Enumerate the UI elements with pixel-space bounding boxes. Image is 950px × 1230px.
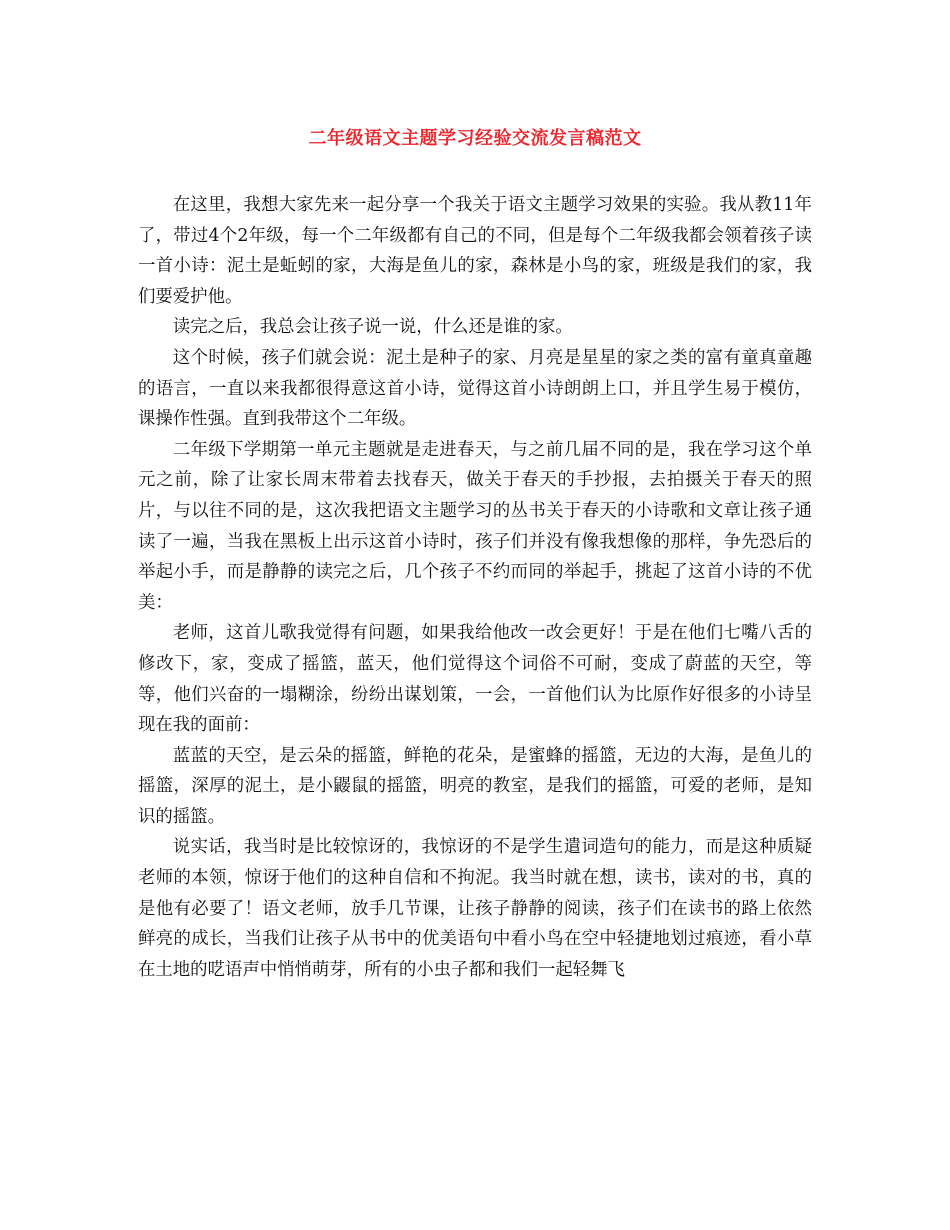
paragraph-5: 老师，这首儿歌我觉得有问题，如果我给他改一改会更好！于是在他们七嘴八舌的修改下，家，变成了摇篮，蓝天，他们觉得这个词俗不可耐，变成了蔚蓝的天空，等等，他们兴奋的一塌糊涂，纷纷出谋划策，一会，一首他们认为比原作好很多的小诗呈现在我的面前： bbox=[138, 623, 812, 736]
paragraph-6: 蓝蓝的天空，是云朵的摇篮，鲜艳的花朵，是蜜蜂的摇篮，无边的大海，是鱼儿的摇篮，深厚的泥土，是小鼹鼠的摇篮，明亮的教室，是我们的摇篮，可爱的老师，是知识的摇篮。 bbox=[138, 745, 812, 827]
paragraph-1: 在这里，我想大家先来一起分享一个我关于语文主题学习效果的实验。我从教11年了，带过4个2年级，每一个二年级都有自己的不同，但是每个二年级我都会领着孩子读一首小诗：泥土是蚯蚓的家，大海是鱼儿的家，森林是小鸟的家，班级是我们的家，我们要爱护他。 bbox=[138, 195, 812, 307]
paragraph-3: 这个时候，孩子们就会说：泥土是种子的家、月亮是星星的家之类的富有童真童趣的语言，一直以来我都很得意这首小诗，觉得这首小诗朗朗上口，并且学生易于模仿，课操作性强。直到我带这个二年级。 bbox=[138, 347, 812, 430]
paragraph-4: 二年级下学期第一单元主题就是走进春天，与之前几届不同的是，我在学习这个单元之前，除了让家长周末带着去找春天，做关于春天的手抄报，去拍摄关于春天的照片，与以往不同的是，这次我把语文主题学习的丛书关于春天的小诗歌和文章让孩子通读了一遍，当我在黑板上出示这首小诗时，孩子们并没有像我想像的那样，争先恐后的举起小手，而是静静的读完之后，几个孩子不约而同的举起手，挑起了这首小诗的不优美： bbox=[138, 439, 812, 613]
paragraph-7: 说实话，我当时是比较惊讶的，我惊讶的不是学生遣词造句的能力，而是这种质疑老师的本领，惊讶于他们的这种自信和不拘泥。我当时就在想，读书，读对的书，真的是他有必要了！语文老师，放手几节课，让孩子静静的阅读，孩子们在读书的路上依然鲜亮的成长，当我们让孩子从书中的优美语句中看小鸟在空中轻捷地划过痕迹，看小草在土地的呓语声中悄悄萌芽，所有的小虫子都和我们一起轻舞飞 bbox=[138, 837, 812, 980]
paragraph-2: 读完之后，我总会让孩子说一说，什么还是谁的家。 bbox=[172, 317, 573, 338]
document-body bbox=[138, 190, 812, 985]
page-title: 二年级语文主题学习经验交流发言稿范文 bbox=[308, 128, 642, 149]
